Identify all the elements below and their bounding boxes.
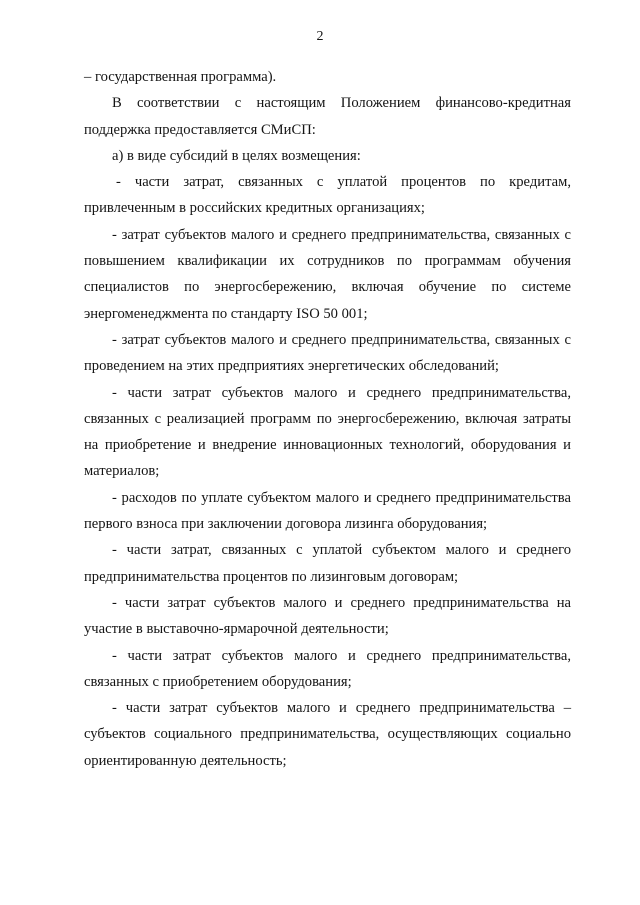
paragraph-subsidies-heading: а) в виде субсидий в целях возмещения: bbox=[112, 147, 361, 164]
list-item-social-entrepreneurship: - части затрат субъектов малого и среднего предпринимательства – субъектов социального предпринимательства, осуществляющих социально ориентированную деятельность; bbox=[84, 700, 571, 769]
paragraph-program-end: – государственная программа). bbox=[84, 69, 277, 85]
list-item-energy-programs: - части затрат субъектов малого и среднего предпринимательства, связанных с реализацией программ по энергосбережению, включая затраты на приобретение и внедрение инновационных технологий, оборудования и материалов; bbox=[84, 384, 571, 480]
list-item-equipment-purchase: - части затрат субъектов малого и среднего предпринимательства, связанных с приобретением оборудования; bbox=[84, 647, 571, 690]
list-item-loan-interest: - части затрат, связанных с уплатой процентов по кредитам, привлеченным в российских кредитных организациях; bbox=[84, 174, 571, 217]
paragraph-support-intro: В соответствии с настоящим Положением финансово-кредитная поддержка предоставляется СМиСП: bbox=[84, 95, 571, 138]
document-body bbox=[84, 64, 571, 774]
list-item-leasing-first-payment: - расходов по уплате субъектом малого и среднего предпринимательства первого взноса при заключении договора лизинга оборудования; bbox=[84, 489, 571, 533]
page-number: 2 bbox=[316, 29, 324, 44]
list-item-staff-training: - затрат субъектов малого и среднего предпринимательства, связанных с повышением квалификации их сотрудников по программам обучения специалистов по энергосбережению, включая обучение по системе энергоменеджмента по стандарту ISO 50 001; bbox=[84, 226, 571, 322]
list-item-energy-audits: - затрат субъектов малого и среднего предпринимательства, связанных с проведением на этих предприятиях энергетических обследований; bbox=[84, 331, 571, 375]
list-item-exhibitions: - части затрат субъектов малого и среднего предпринимательства на участие в выставочно-ярмарочной деятельности; bbox=[84, 594, 571, 638]
list-item-leasing-interest: - части затрат, связанных с уплатой субъектом малого и среднего предпринимательства процентов по лизинговым договорам; bbox=[84, 542, 571, 585]
